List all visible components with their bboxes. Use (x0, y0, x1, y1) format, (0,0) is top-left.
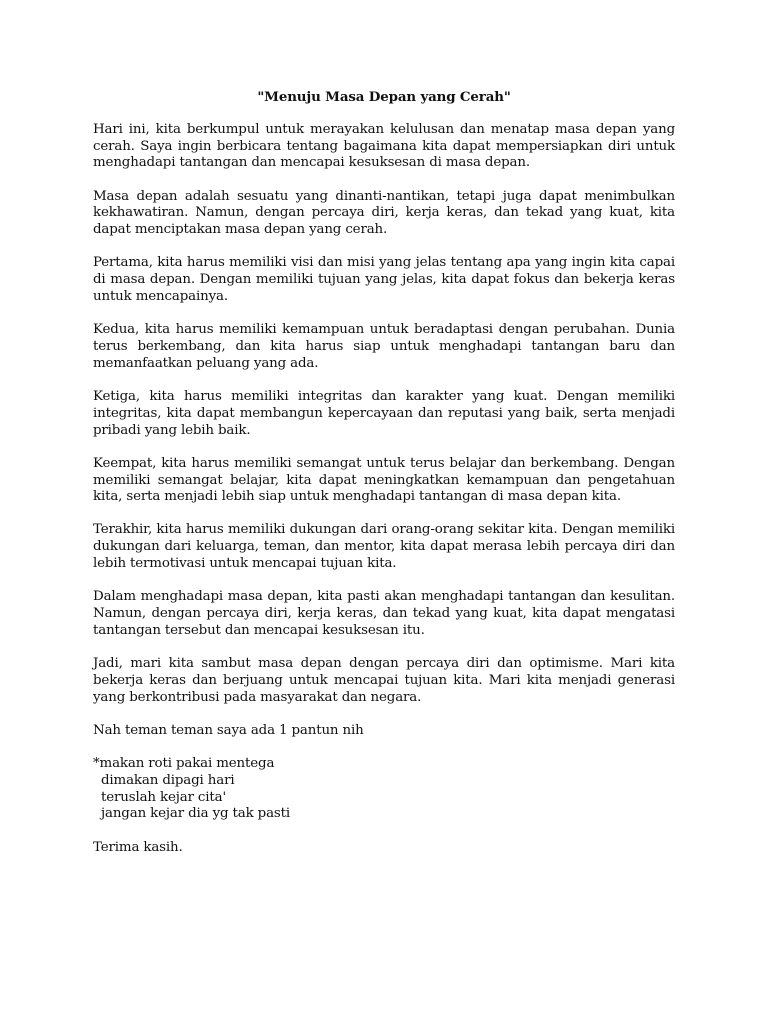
paragraph-challenges: Dalam menghadapi masa depan, kita pasti akan menghadapi tantangan dan kesulitan. Namun, dengan percaya diri, kerja keras, dan tekad yang kuat, kita dapat mengatasi tantangan tersebut dan mencapai kesuksesan itu. (93, 589, 675, 638)
document-title: "Menuju Masa Depan yang Cerah" (257, 89, 511, 105)
paragraph-call-to-action: Jadi, mari kita sambut masa depan dengan percaya diri dan optimisme. Mari kita bekerja keras dan berjuang untuk mencapai tujuan kita. Mari kita menjadi generasi yang berkontribusi pada masyarakat dan negara. (93, 656, 675, 705)
closing-line: Terima kasih. (93, 839, 183, 855)
paragraph-fourth: Keempat, kita harus memiliki semangat untuk terus belajar dan berkembang. Dengan memiliki semangat belajar, kita dapat meningkatkan kemampuan dan pengetahuan kita, serta menjadi lebih siap untuk menghadapi tantangan di masa depan kita. (93, 455, 675, 505)
document-page (93, 89, 675, 856)
paragraph-first: Pertama, kita harus memiliki visi dan misi yang jelas tentang apa yang ingin kita capai di masa depan. Dengan memiliki tujuan yang jelas, kita dapat fokus dan bekerja keras untuk mencapainya. (93, 255, 675, 304)
paragraph-future: Masa depan adalah sesuatu yang dinanti-nantikan, tetapi juga dapat menimbulkan kekhawatiran. Namun, dengan percaya diri, kerja keras, dan tekad yang kuat, kita dapat menciptakan masa depan yang cerah. (93, 188, 675, 238)
pantun-line: dimakan dipagi hari (101, 772, 235, 788)
paragraph-last-point: Terakhir, kita harus memiliki dukungan dari orang-orang sekitar kita. Dengan memiliki dukungan dari keluarga, teman, dan mentor, kita dapat merasa lebih percaya diri dan lebih termotivasi untuk mencapai tujuan kita. (93, 522, 675, 572)
pantun-block (93, 756, 675, 823)
pantun-line: jangan kejar dia yg tak pasti (101, 806, 290, 822)
paragraph-third: Ketiga, kita harus memiliki integritas dan karakter yang kuat. Dengan memiliki integritas, kita dapat membangun kepercayaan dan reputasi yang baik, serta menjadi pribadi yang lebih baik. (93, 388, 675, 438)
paragraph-second: Kedua, kita harus memiliki kemampuan untuk beradaptasi dengan perubahan. Dunia terus berkembang, dan kita harus siap untuk menghadapi tantangan baru dan memanfaatkan peluang yang ada. (93, 322, 675, 371)
paragraph-pantun-intro: Nah teman teman saya ada 1 pantun nih (93, 722, 364, 738)
paragraph-opening: Hari ini, kita berkumpul untuk merayakan kelulusan dan menatap masa depan yang cerah. Saya ingin berbicara tentang bagaimana kita dapat mempersiapkan diri untuk menghadapi tantangan dan mencapai kesuksesan di masa depan. (93, 121, 675, 171)
pantun-line: teruslah kejar cita' (101, 789, 227, 805)
pantun-line: *makan roti pakai mentega (93, 756, 275, 772)
